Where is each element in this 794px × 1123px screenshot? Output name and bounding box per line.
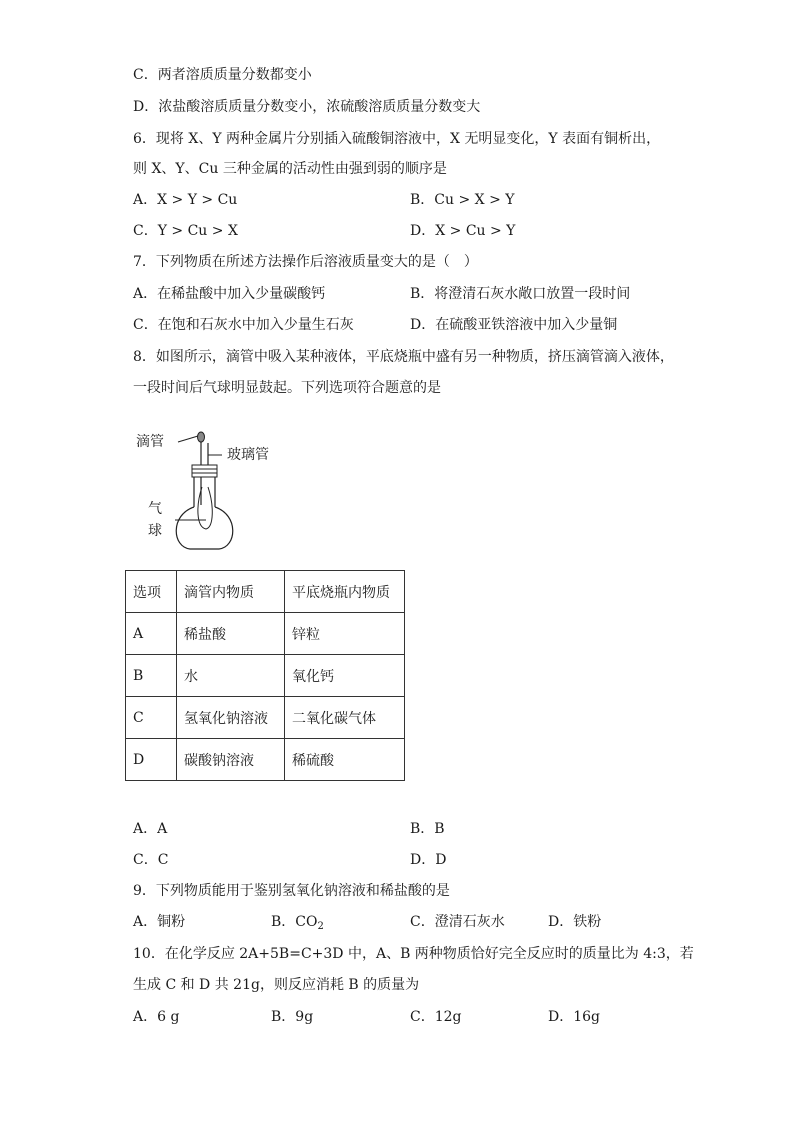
balloon-label-2: 球 — [148, 523, 162, 539]
q6-option-c: C．Y > Cu > X — [133, 223, 238, 239]
options-table — [125, 570, 405, 781]
q8-option-a: A．A — [133, 821, 168, 837]
table-row — [126, 697, 405, 739]
table-cell: 水 — [177, 655, 285, 697]
q10-option-d: D．16g — [548, 1009, 601, 1025]
q7-option-a: A．在稀盐酸中加入少量碳酸钙 — [133, 286, 326, 302]
q7-stem: 7．下列物质在所述方法操作后溶液质量变大的是（ ） — [133, 254, 478, 270]
table-cell: B — [126, 655, 177, 697]
table-header-cell: 滴管内物质 — [177, 571, 285, 613]
table-row — [126, 739, 405, 781]
q9-option-c: C．澄清石灰水 — [410, 914, 505, 930]
table-header-cell: 选项 — [126, 571, 177, 613]
table-row — [126, 613, 405, 655]
table-cell: 稀盐酸 — [177, 613, 285, 655]
table-header-row — [126, 571, 405, 613]
q7-option-d: D．在硫酸亚铁溶液中加入少量铜 — [410, 317, 618, 333]
q6-option-d: D．X > Cu > Y — [410, 223, 516, 239]
q7-option-b: B．将澄清石灰水敞口放置一段时间 — [410, 286, 631, 302]
q6-stem-line2: 则 X、Y、Cu 三种金属的活动性由强到弱的顺序是 — [133, 161, 447, 177]
q8-option-d: D．D — [410, 852, 447, 868]
q5-option-d: D．浓盐酸溶质质量分数变小，浓硫酸溶质质量分数变大 — [133, 99, 481, 115]
dropper-label: 滴管 — [136, 434, 164, 450]
q8-stem-line2: 一段时间后气球明显鼓起。下列选项符合题意的是 — [133, 380, 441, 396]
q6-stem-line1: 6．现将 X、Y 两种金属片分别插入硫酸铜溶液中，X 无明显变化，Y 表面有铜析出， — [133, 131, 661, 147]
q10-stem-line1: 10．在化学反应 2A+5B=C+3D 中，A、B 两种物质恰好完全反应时的质量比为 4:3，若 — [133, 946, 694, 962]
table-cell: 氧化钙 — [285, 655, 405, 697]
q9-option-a: A．铜粉 — [133, 914, 186, 930]
q10-stem-line2: 生成 C 和 D 共 21g，则反应消耗 B 的质量为 — [133, 977, 420, 993]
table-cell: A — [126, 613, 177, 655]
q9-option-d: D．铁粉 — [548, 914, 602, 930]
q10-option-b: B．9g — [271, 1009, 314, 1025]
q10-option-c: C．12g — [410, 1009, 462, 1025]
table-cell: 稀硫酸 — [285, 739, 405, 781]
q6-option-a: A．X > Y > Cu — [133, 192, 238, 208]
table-header-cell: 平底烧瓶内物质 — [285, 571, 405, 613]
glass-tube-label: 玻璃管 — [227, 447, 269, 463]
q8-option-c: C．C — [133, 852, 169, 868]
table-row — [126, 655, 405, 697]
flask-apparatus-diagram — [130, 425, 290, 555]
q7-option-c: C．在饱和石灰水中加入少量生石灰 — [133, 317, 354, 333]
table-cell: 二氧化碳气体 — [285, 697, 405, 739]
q9-stem: 9．下列物质能用于鉴别氢氧化钠溶液和稀盐酸的是 — [133, 883, 450, 899]
table-cell: 锌粒 — [285, 613, 405, 655]
q8-option-b: B．B — [410, 821, 445, 837]
balloon-label-1: 气 — [148, 501, 162, 517]
table-cell: 碳酸钠溶液 — [177, 739, 285, 781]
q5-option-c: C．两者溶质质量分数都变小 — [133, 67, 312, 83]
table-cell: 氢氧化钠溶液 — [177, 697, 285, 739]
table-cell: D — [126, 739, 177, 781]
q9-option-b — [271, 912, 324, 932]
q9-option-b-text: B．CO — [271, 914, 318, 930]
table-cell: C — [126, 697, 177, 739]
q8-stem-line1: 8．如图所示，滴管中吸入某种液体，平底烧瓶中盛有另一种物质，挤压滴管滴入液体， — [133, 349, 674, 365]
q6-option-b: B．Cu > X > Y — [410, 192, 515, 208]
q9-option-b-subscript: 2 — [317, 921, 324, 932]
q10-option-a: A．6 g — [133, 1009, 180, 1025]
